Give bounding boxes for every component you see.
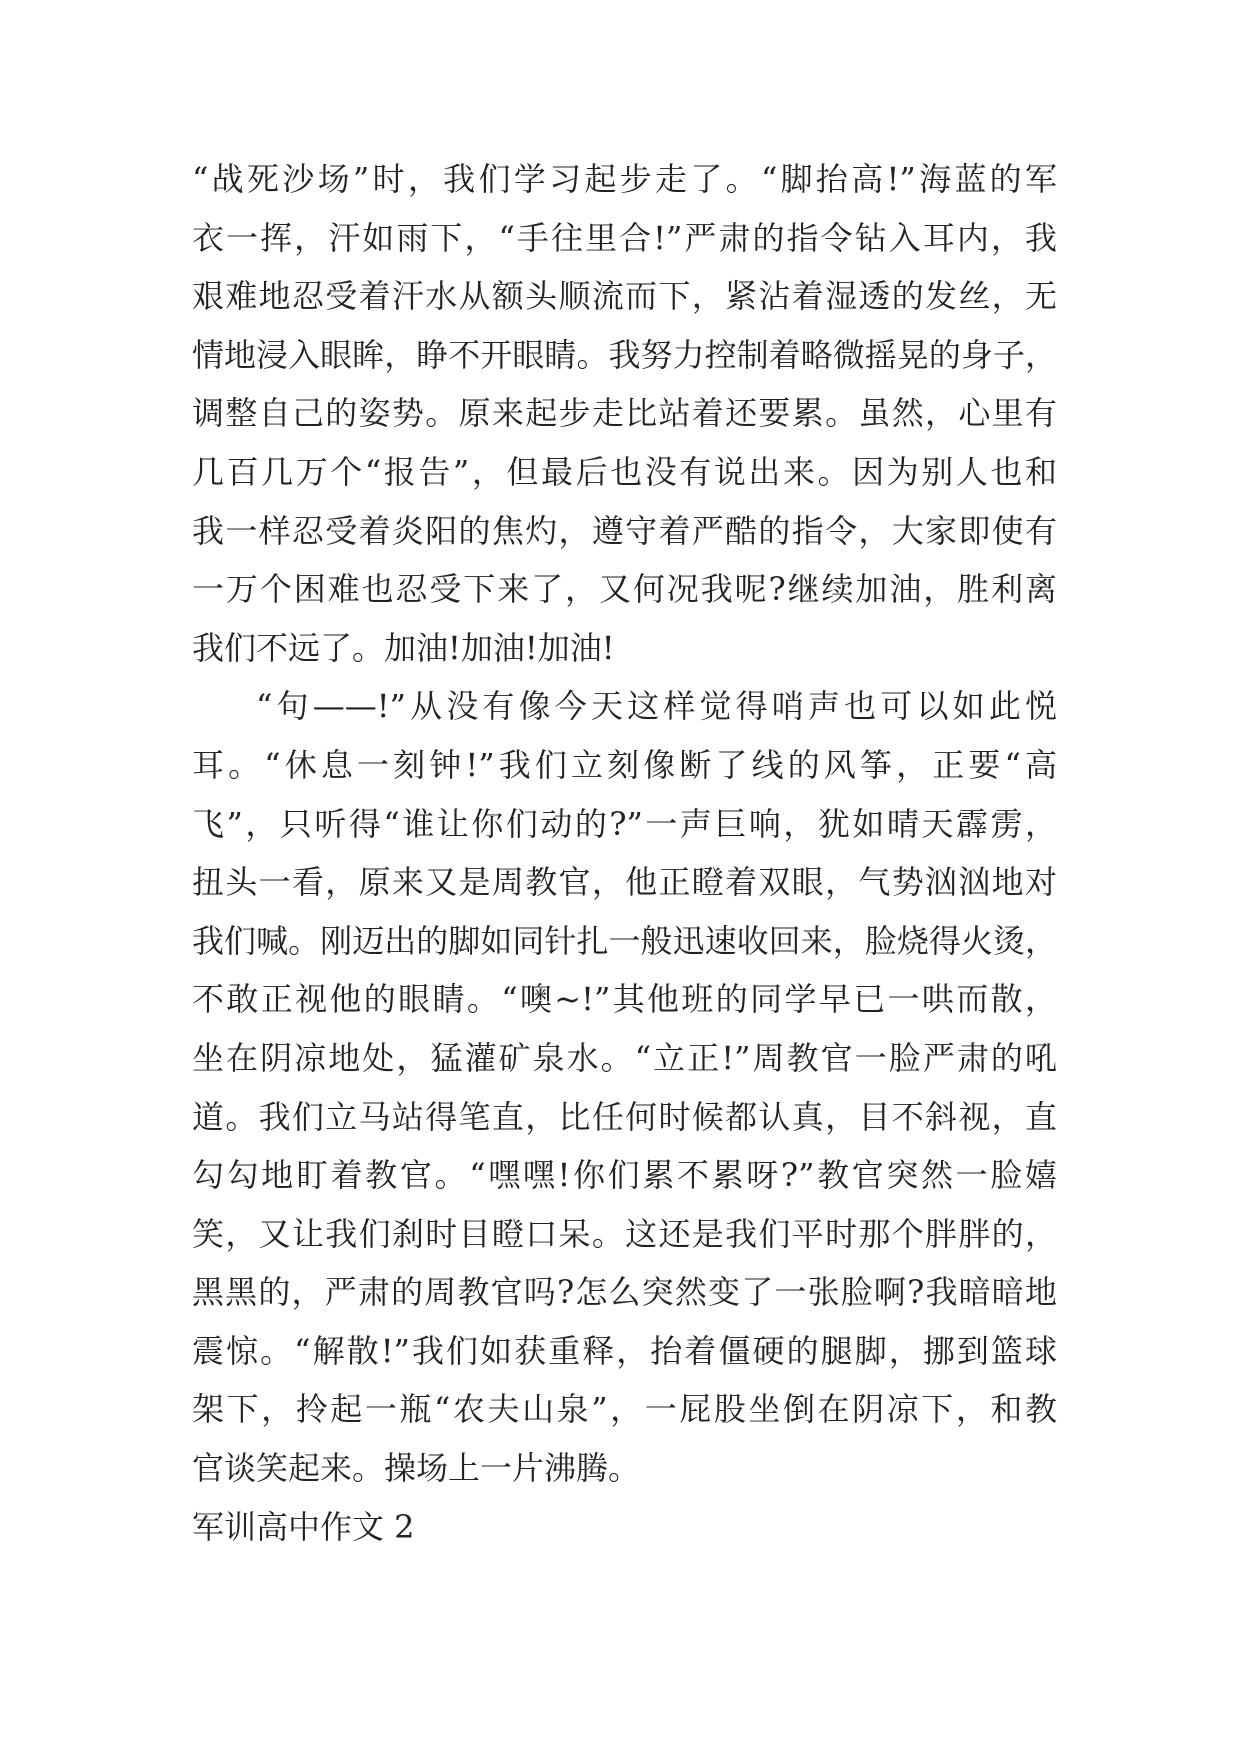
text-line: 一万个困难也忍受下来了，又何况我呢?继续加油，胜利离	[192, 570, 1057, 609]
text-line: 飞”，只听得“谁让你们动的?”一声巨响，犹如晴天霹雳，	[192, 804, 1057, 843]
text-line: 情地浸入眼眸，睁不开眼睛。我努力控制着略微摇晃的身子，	[192, 335, 1057, 374]
text-line: 艰难地忍受着汗水从额头顺流而下，紧沾着湿透的发丝，无	[192, 277, 1057, 316]
text-line: 不敢正视他的眼睛。“噢~!”其他班的同学早已一哄而散，	[192, 980, 1057, 1019]
section-heading: 军训高中作文 2	[192, 1507, 415, 1546]
text-line: 耳。“休息一刻钟!”我们立刻像断了线的风筝，正要“高	[192, 745, 1057, 784]
paragraph-1	[192, 150, 1057, 677]
paragraph-2	[192, 677, 1057, 1497]
text-line: 坐在阴凉地处，猛灌矿泉水。“立正!”周教官一脸严肃的吼	[192, 1038, 1057, 1077]
text-line: 衣一挥，汗如雨下，“手往里合!”严肃的指令钻入耳内，我	[192, 218, 1057, 257]
text-line: 我们不远了。加油!加油!加油!	[192, 628, 615, 667]
text-line: 架下，拎起一瓶“农夫山泉”，一屁股坐倒在阴凉下，和教	[192, 1390, 1057, 1429]
text-line: 扭头一看，原来又是周教官，他正瞪着双眼，气势汹汹地对	[192, 863, 1057, 902]
text-line: “战死沙场”时，我们学习起步走了。“脚抬高!”海蓝的军	[192, 160, 1057, 198]
text-line: 黑黑的，严肃的周教官吗?怎么突然变了一张脸啊?我暗暗地	[192, 1273, 1057, 1312]
text-line: 我一样忍受着炎阳的焦灼，遵守着严酷的指令，大家即使有	[192, 511, 1057, 550]
text-line: 几百几万个“报告”，但最后也没有说出来。因为别人也和	[192, 452, 1057, 491]
text-line: “句——!”从没有像今天这样觉得哨声也可以如此悦	[256, 687, 1057, 726]
document-body	[192, 150, 1057, 1556]
text-line: 调整自己的姿势。原来起步走比站着还要累。虽然，心里有	[192, 394, 1057, 433]
text-line: 勾勾地盯着教官。“嘿嘿!你们累不累呀?”教官突然一脸嬉	[192, 1156, 1057, 1195]
text-line: 道。我们立马站得笔直，比任何时候都认真，目不斜视，直	[192, 1097, 1057, 1136]
text-line: 震惊。“解散!”我们如获重释，抬着僵硬的腿脚，挪到篮球	[192, 1331, 1057, 1370]
text-line: 笑，又让我们刹时目瞪口呆。这还是我们平时那个胖胖的，	[192, 1214, 1057, 1253]
text-line: 我们喊。刚迈出的脚如同针扎一般迅速收回来，脸烧得火烫，	[192, 921, 1057, 960]
text-line: 官谈笑起来。操场上一片沸腾。	[192, 1449, 641, 1488]
